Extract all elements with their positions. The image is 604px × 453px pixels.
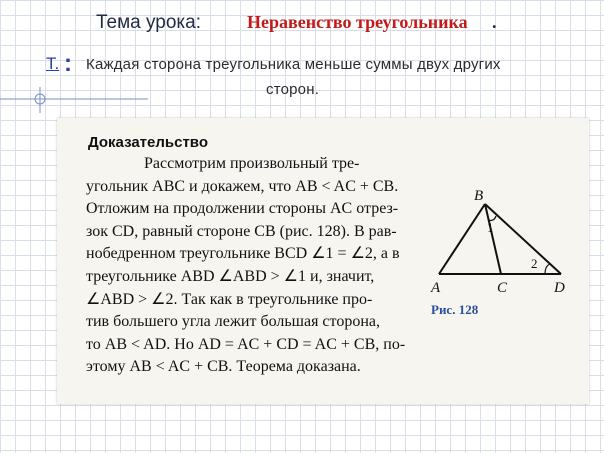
segment-bd bbox=[485, 204, 561, 274]
proof-title: Доказательство bbox=[88, 134, 208, 151]
topic-name: Неравенство треугольника bbox=[247, 12, 468, 32]
proof-line: ∠ABD > ∠2. Так как в треугольнике про- bbox=[86, 290, 373, 308]
theorem-colon: : bbox=[64, 50, 72, 77]
segment-bc bbox=[485, 204, 501, 274]
point-c-label: C bbox=[497, 280, 508, 296]
triangle-figure bbox=[427, 178, 587, 328]
theorem-text-line-2: сторон. bbox=[266, 81, 320, 98]
proof-line: то AB < AD. Но AD = AC + CD = AC + CB, по- bbox=[86, 335, 406, 353]
point-d-label: D bbox=[554, 280, 565, 296]
point-a-label: A bbox=[431, 280, 441, 296]
theorem-mark: Т. bbox=[46, 54, 60, 73]
proof-line: тив большего угла лежит большая сторона, bbox=[86, 313, 380, 331]
proof-line: этому AB < AC + CB. Теорема доказана. bbox=[86, 358, 361, 376]
point-b-label: B bbox=[474, 188, 484, 204]
angle-1-label: 1 bbox=[487, 220, 494, 235]
angle-2-arc bbox=[545, 264, 550, 274]
proof-line: Отложим на продолжении стороны AC отрез- bbox=[86, 200, 399, 218]
topic-label: Тема урока: bbox=[96, 12, 202, 33]
proof-line: зок CD, равный стороне CB (рис. 128). В рав- bbox=[86, 222, 397, 240]
decorative-line bbox=[0, 85, 160, 115]
theorem-text-line-1: Каждая сторона треугольника меньше суммы двух других bbox=[86, 56, 501, 73]
proof-line: угольник ABC и докажем, что AB < AC + CB. bbox=[86, 177, 399, 195]
topic-period: . bbox=[492, 12, 497, 32]
proof-line: нобедренном треугольнике BCD ∠1 = ∠2, а в bbox=[86, 245, 400, 263]
proof-line: треугольнике ABD ∠ABD > ∠1 и, значит, bbox=[86, 267, 375, 285]
segment-ab bbox=[439, 204, 485, 274]
lesson-topic-header bbox=[0, 12, 604, 38]
figure-caption: Рис. 128 bbox=[431, 302, 479, 317]
angle-2-label: 2 bbox=[531, 256, 538, 271]
proof-line: Рассмотрим произвольный тре- bbox=[144, 155, 360, 172]
proof-text bbox=[86, 134, 431, 379]
